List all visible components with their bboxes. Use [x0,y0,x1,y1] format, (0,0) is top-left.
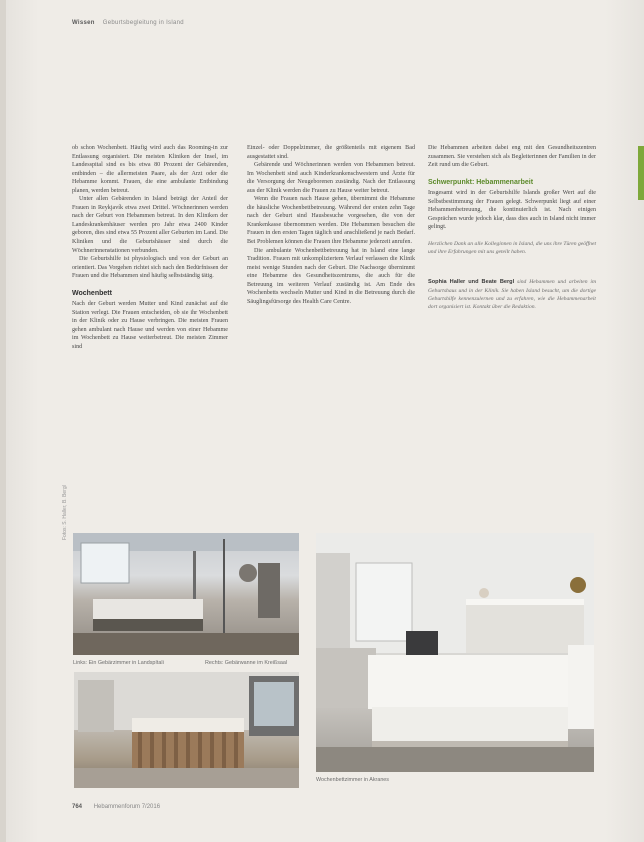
subheading-schwerpunkt: Schwerpunkt: Hebammenarbeit [428,178,534,186]
acknowledgement-text: Herzlichen Dank an alle Kolleginnen in Island, die uns ihre Türen geöffnet und ihre Erfahrungen mit uns geteilt haben. [428,240,596,256]
text-column-1 [72,144,228,352]
caption-photo-3: Wochenbettzimmer in Akranes [316,777,390,783]
running-head [72,20,184,26]
author-contact: Kontakt über die Redaktion. [472,303,536,310]
text-column-3 [428,144,596,311]
paragraph: Wenn die Frauen nach Hause gehen, übernimmt die Hebamme die häusliche Wochenbettbetreuung. Während der ersten zehn Tage nach der Geburt sind Hausbesuche vorgesehen, die von der Krankenkasse übernommen werden. Die Hebammen besuchen die Frauen in den ersten Tagen täglich und anschließend je nach Bedarf. Bei Problemen können die Frauen ihre Hebamme jederzeit anrufen. [247,196,415,246]
photo-birthing-tub [74,672,299,788]
photo-credit: Fotos: S. Haller, B. Bergl [62,485,68,540]
page-footer [72,804,160,810]
subheading-wochenbett: Wochenbett [72,289,112,297]
paragraph: Nach der Geburt werden Mutter und Kind zunächst auf die Station verlegt. Die Frauen entscheiden, ob sie ihr Wochenbett in der Klinik oder zu Hause verbringen. Die meisten Frauen gehen ambulant nach Hause und werden von einer Hebamme im Wochenbett zu Hause weiterbetreut. Die meisten Zimmer sind [72,301,228,351]
paragraph: ob schon Wochenbett. Häufig wird auch das Rooming-in zur Entlassung organisiert. Die meisten Kliniken der Insel, im Landesspital sind es bis etwa 80 Prozent der Gebärenden, entbinden – die allermeisten Paare, als der Arzt oder die Hebamme kommt. Frauen, die eine ambulante Entbindung planen, werden betreut. [72,145,228,194]
acknowledgement-note [428,240,596,256]
text-column-2 [247,144,415,306]
author-bio [428,264,596,311]
photo-postnatal-room [316,533,594,772]
caption-photo-1-left: Links: Ein Gebärzimmer in Landspítali [73,660,164,666]
caption-photo-1-right: Rechts: Gebärwanne im Kreißsaal [205,660,288,666]
author-names: Sophia Haller und Beate Bergl [428,279,515,286]
journal-name: Hebammenforum 7/2016 [93,804,161,810]
paragraph: Unter allen Gebärenden in Island beträgt der Anteil der Frauen in Reykjavík etwa zwei Drittel. Wöchnerinnen werden nach der Geburt von Hebammen betreut. In den Kliniken der Landeskrankenhäuser werden pro Jahr etwa 2400 Kinder geboren, dies sind etwa 55 Prozent aller Geburten im Land. Die Kliniken und die Geburtshäuser sind durch die Wöchnerinnenstationen verbunden. [72,196,228,254]
paragraph: Die Hebammen arbeiten dabei eng mit den Gesundheitszentren zusammen. Sie verstehen sich als Begleiterinnen der Familien in der Zeit rund um die Geburt. [428,145,596,169]
paragraph: Insgesamt wird in der Geburtshilfe Islands großer Wert auf die Selbstbestimmung der Frauen gelegt. Schwerpunkt liegt auf einer Hebammenbetreuung, die kontinuierlich ist. Nach einigen Gesprächen wurde jedoch klar, dass dies auch in Island nicht immer gelingt. [428,190,596,231]
paragraph: Gebärende und Wöchnerinnen werden von Hebammen betreut. Im Wochenbett sind auch Kinderkrankenschwestern und Ärzte für die Versorgung der Neugeborenen zuständig. Nach der Entlassung aus der Klinik werden die Frauen zu Hause weiter betreut. [247,162,415,194]
page-spine-shadow [0,0,6,842]
running-head-topic: Geburtsbegleitung in Island [102,20,184,26]
paragraph: Die ambulante Wochenbettbetreuung hat in Island eine lange Tradition. Frauen mit unkompliziertem Verlauf verlassen die Klinik meist wenige Stunden nach der Geburt. Die Nachsorge übernimmt eine Hebamme des Gesundheitszentrums, die auch für die Betreuung im weiteren Verlauf zuständig ist. Am Ende des Wochenbetts wechseln Mutter und Kind in die Betreuung durch die Säuglingsfürsorge des Health Care Centre. [247,247,415,305]
running-head-section: Wissen [72,20,95,26]
section-color-tab [638,146,644,200]
page-number: 764 [72,804,83,810]
paragraph: Einzel- oder Doppelzimmer, die größtenteils mit eigenem Bad ausgestattet sind. [247,145,415,160]
author-bio-text: sind Hebammen und arbeiten im Geburtshaus und in der Klinik. Sie haben Island besucht, um die dortige Geburtshilfe kennenzulernen und zu erfahren, wie die Hebammenarbeit dort organisiert ist. [428,279,596,310]
paragraph: Die Geburtshilfe ist physiologisch und von der Geburt an orientiert. Das Vorgehen richtet sich nach den Bedürfnissen der Frauen und die Hebammen sind häufig selbstständig tätig. [72,256,228,280]
photo-delivery-room [73,533,299,655]
